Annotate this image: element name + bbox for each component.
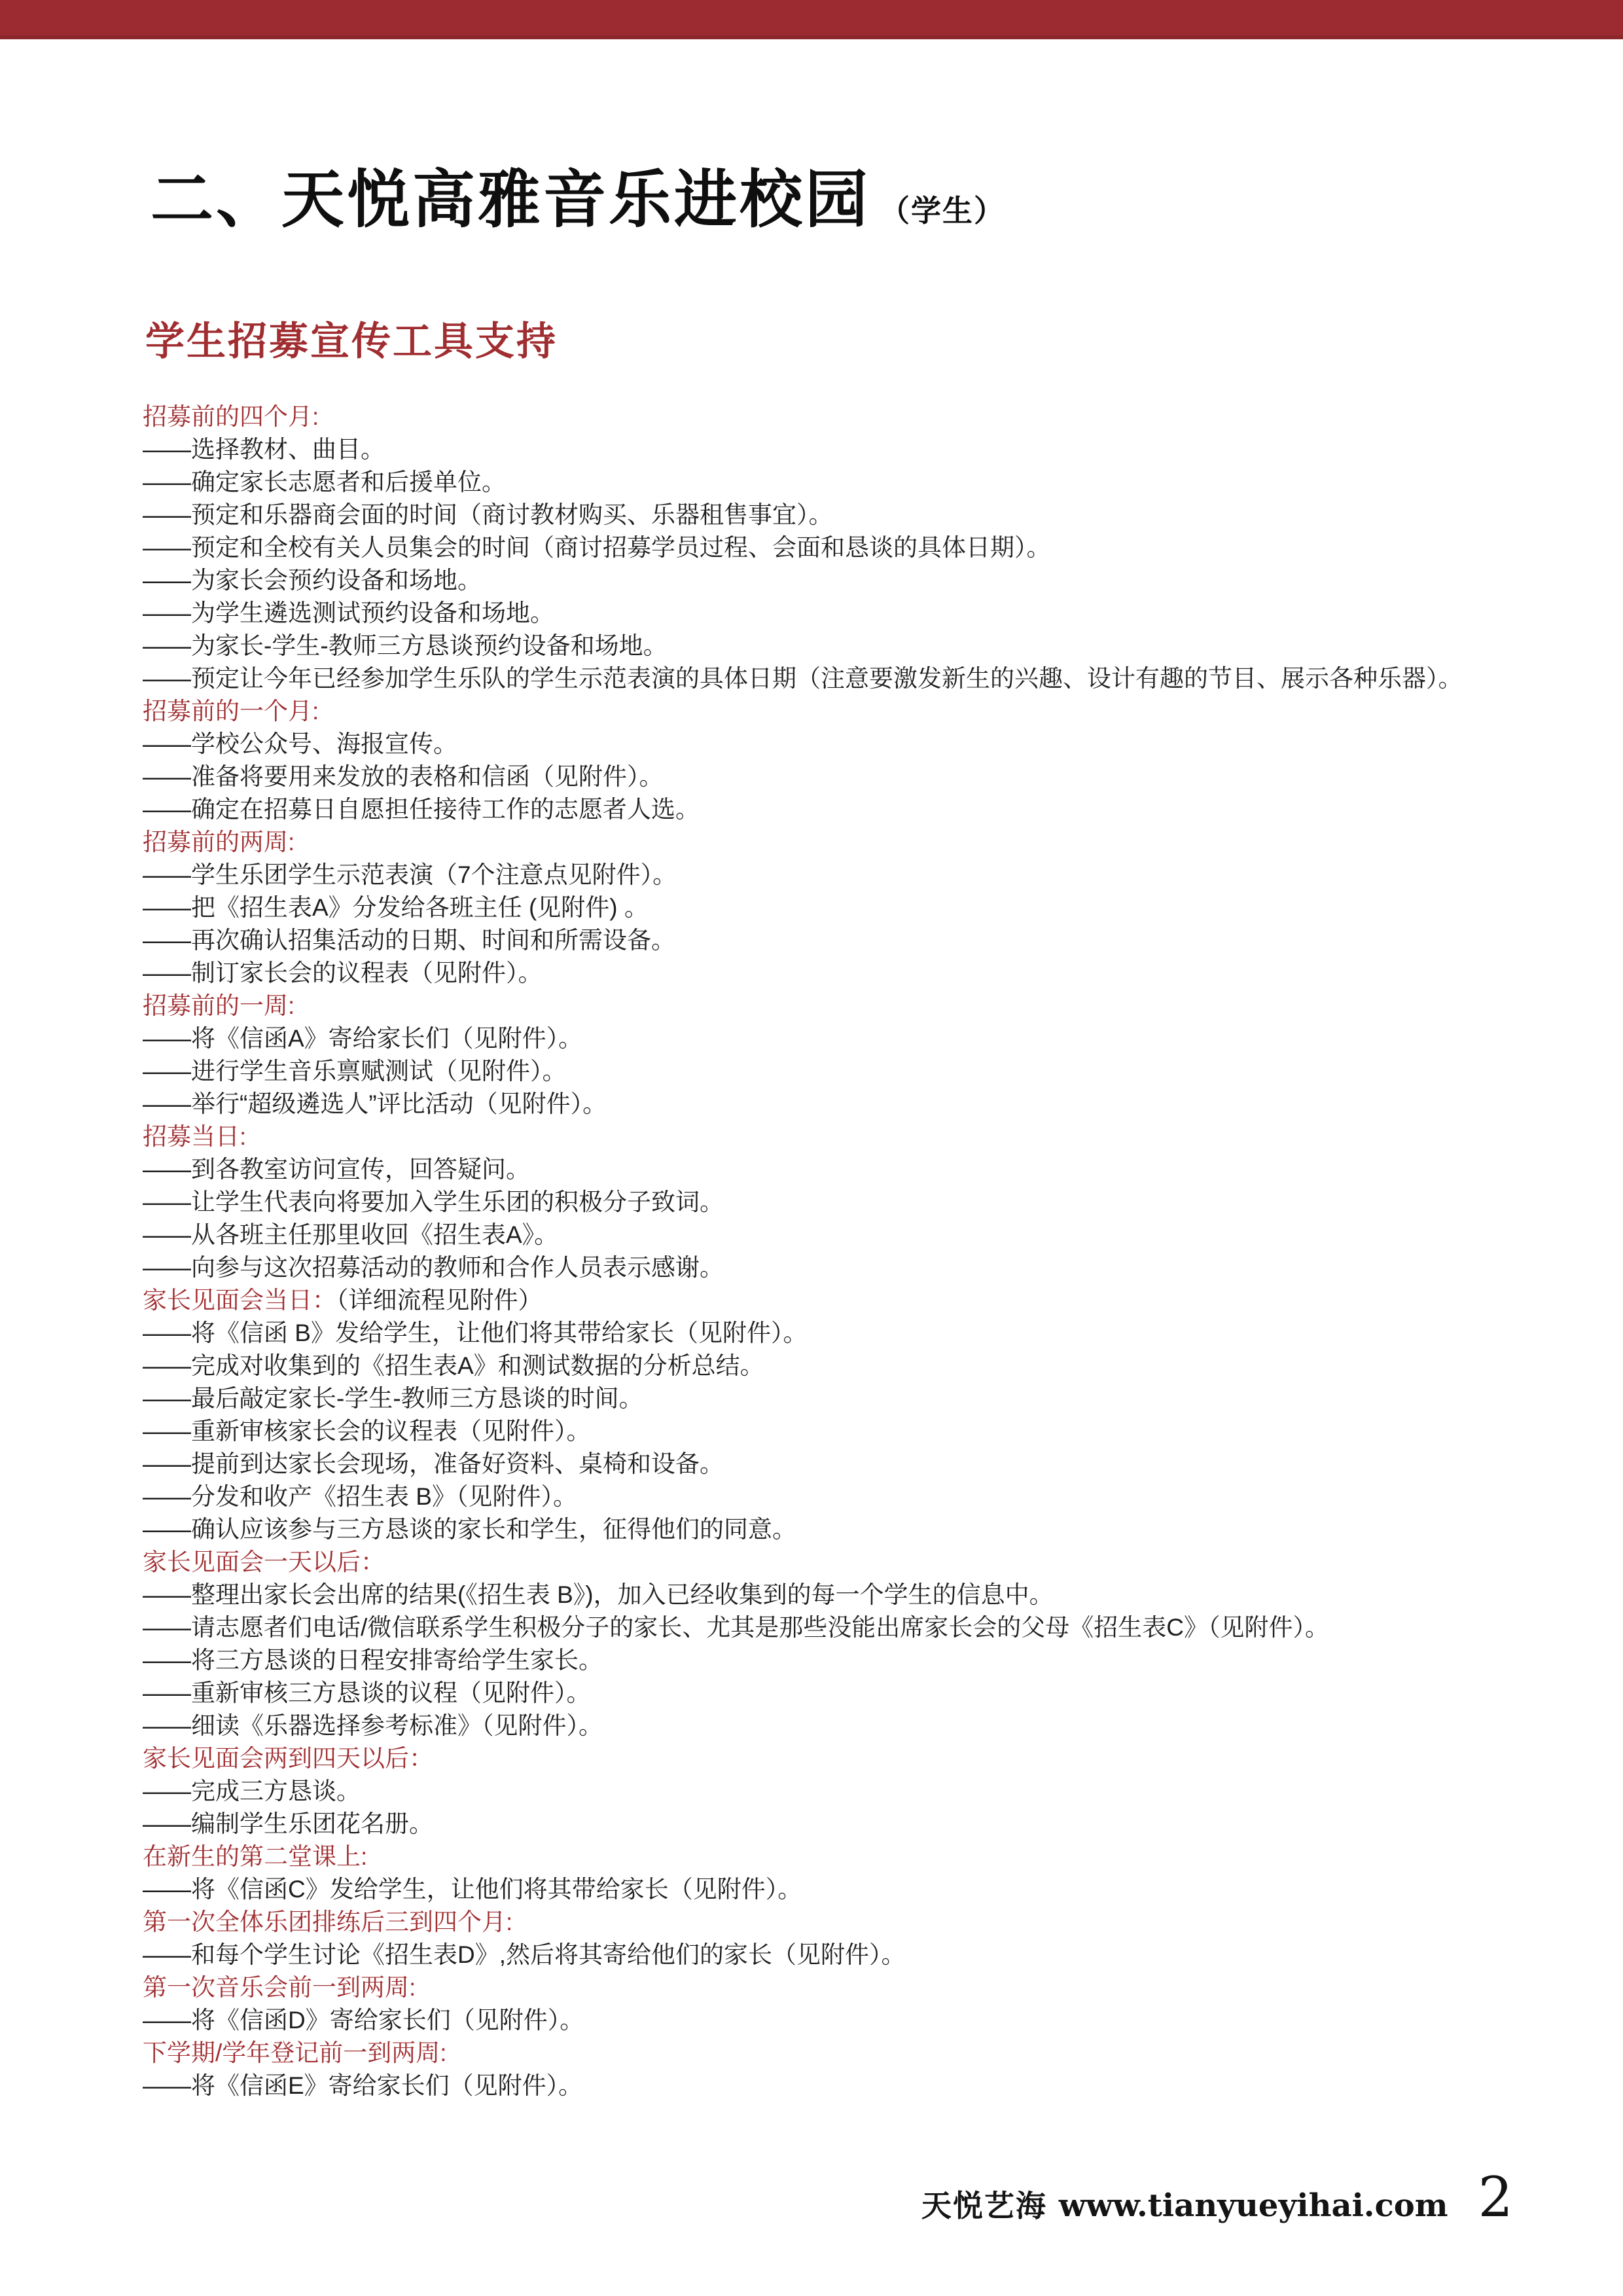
checklist-item: ——制订家长会的议程表（见附件）。: [143, 960, 543, 986]
checklist-item: ——举行“超级遴选人”评比活动（见附件）。: [143, 1090, 607, 1117]
checklist-item: ——将《信函E》寄给家长们（见附件）。: [143, 2072, 583, 2099]
checklist-item: ——学校公众号、海报宣传。: [143, 730, 457, 757]
checklist-item: ——请志愿者们电话/微信联系学生积极分子的家长、尤其是那些没能出席家长会的父母《招生表C》（见附件）。: [143, 1614, 1329, 1641]
checklist-item: ——提前到达家长会现场，准备好资料、桌椅和设备。: [143, 1450, 724, 1477]
checklist-item: ——预定和全校有关人员集会的时间（商讨招募学员过程、会面和恳谈的具体日期）。: [143, 534, 1051, 561]
section-heading: [143, 695, 1530, 728]
section-heading-text: 第一次音乐会前一到两周:: [143, 1974, 416, 2001]
checklist-item: ——进行学生音乐禀赋测试（见附件）。: [143, 1058, 567, 1085]
header-bar: [0, 0, 1623, 39]
footer-brand: 天悦艺海: [921, 2188, 1047, 2223]
section-heading: [143, 401, 1530, 433]
checklist-item: ——将三方恳谈的日程安排寄给学生家长。: [143, 1647, 603, 1674]
section-heading-text: 在新生的第二堂课上:: [143, 1843, 368, 1870]
section-heading-text: 招募前的一周:: [143, 992, 295, 1019]
checklist-item: ——编制学生乐团花名册。: [143, 1810, 433, 1837]
checklist-item: ——准备将要用来发放的表格和信函（见附件）。: [143, 763, 664, 790]
section-heading-text: 第一次全体乐团排练后三到四个月:: [143, 1909, 513, 1935]
checklist-item: ——将《信函C》发给学生，让他们将其带给家长（见附件）。: [143, 1876, 802, 1903]
checklist-item: ——最后敲定家长-学生-教师三方恳谈的时间。: [143, 1385, 643, 1412]
checklist-item: ——将《信函A》寄给家长们（见附件）。: [143, 1025, 583, 1052]
checklist-item: ——整理出家长会出席的结果(《招生表 B》)，加入已经收集到的每一个学生的信息中。: [143, 1581, 1054, 1608]
checklist-item: ——让学生代表向将要加入学生乐团的积极分子致词。: [143, 1189, 724, 1215]
checklist-item: ——重新审核三方恳谈的议程（见附件）。: [143, 1679, 591, 1706]
checklist-item: ——从各班主任那里收回《招生表A》。: [143, 1221, 559, 1248]
checklist-content: [143, 401, 1530, 2102]
checklist-item: ——完成对收集到的《招生表A》和测试数据的分析总结。: [143, 1352, 764, 1379]
section-heading: [143, 1971, 1530, 2004]
checklist-item: ——细读《乐器选择参考标准》（见附件）。: [143, 1712, 603, 1739]
checklist-item: ——和每个学生讨论《招生表D》,然后将其寄给他们的家长（见附件）。: [143, 1941, 906, 1968]
checklist-item: ——为家长-学生-教师三方恳谈预约设备和场地。: [143, 632, 668, 659]
checklist-item: ——把《招生表A》分发给各班主任 (见附件) 。: [143, 894, 649, 921]
checklist-item: ——为家长会预约设备和场地。: [143, 567, 482, 594]
section-heading: [143, 990, 1530, 1022]
checklist-item: ——向参与这次招募活动的教师和合作人员表示感谢。: [143, 1254, 724, 1281]
section-heading-text: 招募当日:: [143, 1123, 247, 1150]
section-heading-text: 招募前的四个月:: [143, 403, 319, 430]
checklist-item: ——确定在招募日自愿担任接待工作的志愿者人选。: [143, 796, 700, 823]
checklist-item: ——学生乐团学生示范表演（7个注意点见附件）。: [143, 861, 677, 888]
checklist-item: ——完成三方恳谈。: [143, 1778, 361, 1804]
checklist-item: ——选择教材、曲目。: [143, 436, 385, 463]
section-heading: [143, 1284, 1530, 1317]
section-heading-text: 家长见面会一天以后：: [143, 1549, 385, 1575]
page-footer: [921, 2165, 1513, 2229]
section-heading-text: 招募前的两周:: [143, 829, 295, 855]
section-heading: [143, 1840, 1530, 1873]
section-heading: [143, 826, 1530, 859]
section-heading: [143, 1546, 1530, 1579]
page-title-text: 二、天悦高雅音乐进校园: [151, 162, 870, 236]
section-heading: [143, 1742, 1530, 1775]
checklist-item: ——确认应该参与三方恳谈的家长和学生，征得他们的同意。: [143, 1516, 796, 1543]
section-heading-note: （详细流程见附件）: [336, 1287, 543, 1314]
section-subtitle: 学生招募宣传工具支持: [145, 319, 558, 363]
checklist-item: ——预定让今年已经参加学生乐队的学生示范表演的具体日期（注意要激发新生的兴趣、设计有趣的节目、展示各种乐器）。: [143, 665, 1463, 692]
footer-website: www.tianyueyihai.com: [1058, 2187, 1448, 2224]
checklist-item: ——将《信函D》寄给家长们（见附件）。: [143, 2007, 584, 2034]
checklist-item: ——确定家长志愿者和后援单位。: [143, 469, 506, 495]
section-heading-text: 招募前的一个月:: [143, 698, 319, 725]
section-heading-text: 家长见面会两到四天以后：: [143, 1745, 433, 1772]
page-title: [151, 162, 1005, 236]
section-heading-text: 家长见面会当日：: [143, 1287, 336, 1314]
checklist-item: ——重新审核家长会的议程表（见附件）。: [143, 1418, 591, 1444]
section-heading-text: 下学期/学年登记前一到两周:: [143, 2039, 447, 2066]
checklist-item: ——预定和乐器商会面的时间（商讨教材购买、乐器租售事宜）。: [143, 501, 833, 528]
section-heading: [143, 1906, 1530, 1939]
checklist-item: ——分发和收产《招生表 B》（见附件）。: [143, 1483, 577, 1510]
section-heading: [143, 2037, 1530, 2070]
page-title-note: （学生）: [880, 193, 1005, 228]
page-number: 2: [1478, 2165, 1513, 2229]
checklist-item: ——到各教室访问宣传，回答疑问。: [143, 1156, 530, 1183]
section-heading: [143, 1121, 1530, 1153]
checklist-item: ——为学生遴选测试预约设备和场地。: [143, 600, 554, 626]
checklist-item: ——再次确认招集活动的日期、时间和所需设备。: [143, 927, 675, 954]
checklist-item: ——将《信函 B》发给学生，让他们将其带给家长（见附件）。: [143, 1319, 808, 1346]
